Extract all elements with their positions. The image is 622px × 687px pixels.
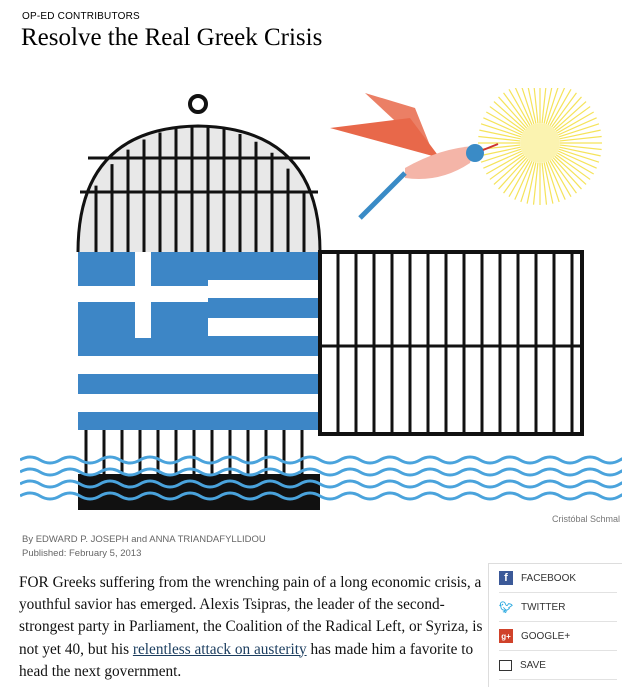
twitter-icon: 🐦︎ bbox=[499, 601, 513, 614]
page-title: Resolve the Real Greek Crisis bbox=[21, 24, 323, 51]
illustration bbox=[20, 88, 622, 512]
share-google-plus[interactable]: g+ GOOGLE+ bbox=[499, 622, 617, 651]
sun bbox=[478, 88, 602, 205]
share-tools bbox=[488, 563, 622, 687]
share-twitter[interactable]: 🐦︎ TWITTER bbox=[499, 593, 617, 622]
facebook-icon: f bbox=[499, 571, 513, 585]
byline: By EDWARD P. JOSEPH and ANNA TRIANDAFYLLIDOU bbox=[22, 534, 266, 545]
share-facebook[interactable]: f FACEBOOK bbox=[499, 564, 617, 593]
google-plus-icon: g+ bbox=[499, 629, 513, 643]
image-credit: Cristóbal Schmal bbox=[551, 514, 620, 524]
bird bbox=[330, 93, 498, 218]
save-button[interactable]: SAVE bbox=[499, 651, 617, 680]
published-date: Published: February 5, 2013 bbox=[22, 548, 142, 559]
section-kicker: OP-ED CONTRIBUTORS bbox=[22, 11, 140, 22]
austerity-link[interactable]: relentless attack on austerity bbox=[132, 640, 307, 658]
article-body: FOR Greeks suffering from the wrenching pain of a long economic crisis, a youthful savior has emerged. Alexis Tsipras, the leader of the second-strongest party in Parliament, the Coalition of the Radical Left, or Syriza, is not yet 40, but his relentless attack on austerity has made him a favorite to head the next government. bbox=[19, 574, 483, 680]
folder-icon bbox=[499, 660, 512, 671]
